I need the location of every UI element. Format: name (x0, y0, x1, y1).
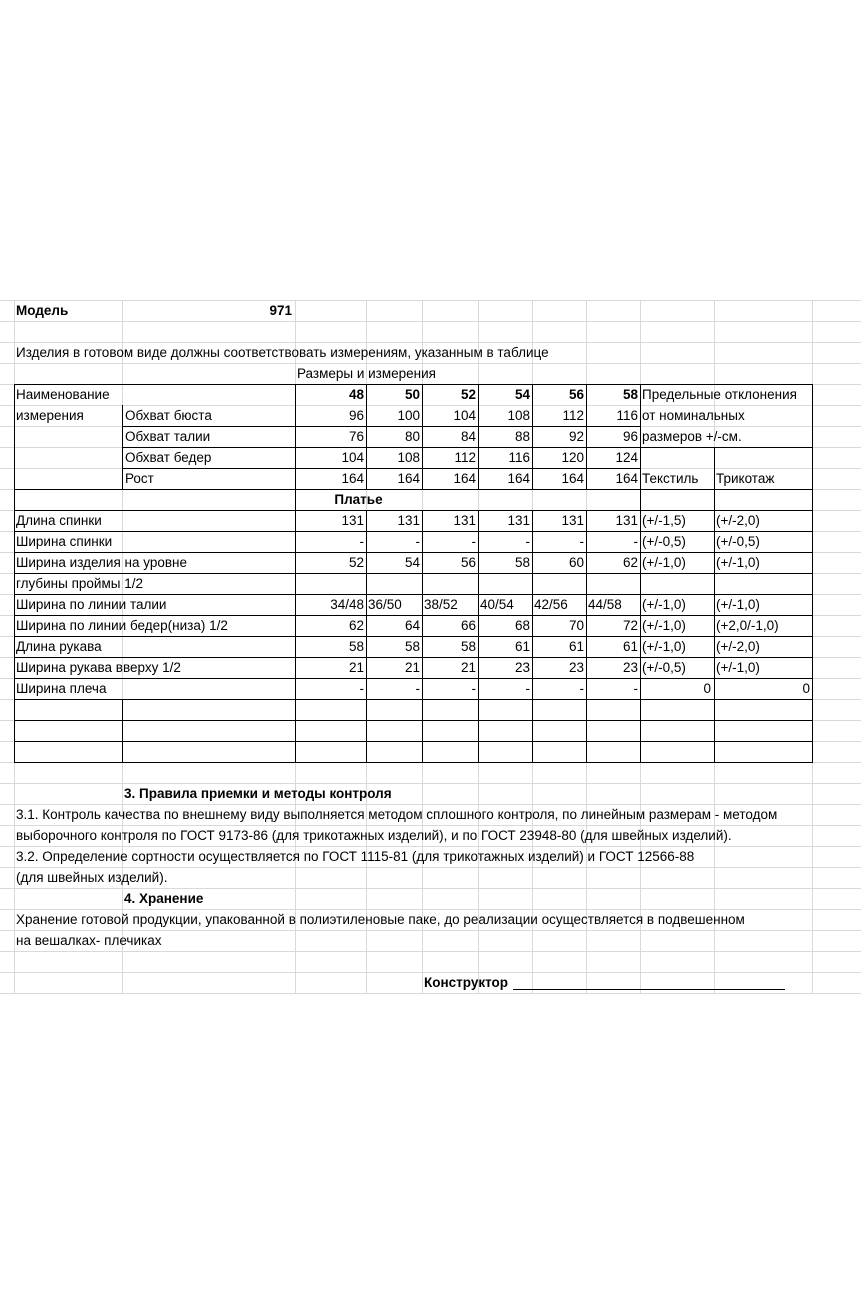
product-measure-value: 21 (404, 660, 420, 675)
product-measure-name: Ширина изделия на уровне (16, 555, 187, 570)
product-measure-value: 58 (460, 639, 476, 654)
body-measure-value: 112 (454, 450, 476, 465)
gridline-horizontal (0, 951, 861, 952)
product-measure-value: 23 (514, 660, 530, 675)
table-border-right (812, 384, 813, 762)
body-measure-value: 164 (507, 471, 530, 486)
body-measure-value: 104 (341, 450, 364, 465)
size-header: 48 (348, 387, 364, 402)
table-border-left (14, 384, 15, 762)
product-measure-value: - (359, 681, 364, 696)
product-measure-value: 61 (514, 639, 530, 654)
product-measure-value: 58 (348, 639, 364, 654)
product-measure-name: Ширина по линии талии (16, 597, 167, 612)
table-group-header: Размеры и измерения (297, 366, 436, 381)
section-4-line: на вешалках- плечиках (16, 933, 162, 948)
product-title: Платье (334, 492, 383, 507)
tolerance-textile: (+/-1,0) (642, 618, 686, 633)
body-measure-name: Обхват талии (125, 429, 211, 444)
body-measure-value: 164 (397, 471, 420, 486)
tolerance-knit: (+2,0/-1,0) (716, 618, 779, 633)
size-header: 50 (404, 387, 420, 402)
body-measure-name: Рост (125, 471, 154, 486)
product-measure-value: - (359, 534, 364, 549)
tolerance-col-knit: Трикотаж (716, 471, 775, 486)
product-measure-value: 131 (561, 513, 584, 528)
section-3-line: 3.1. Контроль качества по внешнему виду выполняется методом сплошного контроля, по линейным размерам - методом (16, 807, 778, 822)
product-measure-name: Длина рукава (16, 639, 102, 654)
product-measure-name: глубины проймы 1/2 (16, 576, 143, 591)
body-measure-value: 88 (514, 429, 530, 444)
table-border-row (14, 762, 813, 763)
tolerance-header: от номинальных (642, 408, 745, 423)
tolerance-header: Предельные отклонения (642, 387, 797, 402)
body-measure-value: 112 (562, 408, 584, 423)
product-measure-value: 66 (460, 618, 476, 633)
product-measure-value: 42/56 (534, 597, 568, 612)
body-measure-value: 96 (348, 408, 364, 423)
body-measure-value: 108 (507, 408, 530, 423)
model-number: 971 (269, 303, 292, 318)
body-measure-value: 124 (615, 450, 638, 465)
product-measure-value: - (633, 534, 638, 549)
table-border-col (714, 447, 715, 762)
product-measure-value: - (579, 534, 584, 549)
product-measure-value: 58 (404, 639, 420, 654)
product-measure-value: 38/52 (424, 597, 458, 612)
product-measure-value: - (525, 681, 530, 696)
product-measure-value: 131 (341, 513, 364, 528)
tolerance-knit: (+/-2,0) (716, 513, 760, 528)
product-measure-value: 44/58 (588, 597, 622, 612)
body-measure-value: 92 (568, 429, 584, 444)
tolerance-textile: (+/-1,0) (642, 597, 686, 612)
gridline-horizontal (0, 321, 861, 322)
body-measure-value: 116 (616, 408, 638, 423)
tolerance-knit: (+/-2,0) (716, 639, 760, 654)
tolerance-textile: (+/-1,5) (642, 513, 686, 528)
product-measure-name: Длина спинки (16, 513, 102, 528)
product-measure-value: 36/50 (368, 597, 402, 612)
product-measure-value: 23 (622, 660, 638, 675)
product-measure-value: 21 (348, 660, 364, 675)
model-label: Модель (16, 303, 69, 318)
intro-text: Изделия в готовом виде должны соответствовать измерениям, указанным в таблице (16, 345, 549, 360)
product-measure-name: Ширина по линии бедер(низа) 1/2 (16, 618, 228, 633)
product-measure-value: - (471, 681, 476, 696)
section-3-title: 3. Правила приемки и методы контроля (124, 786, 392, 801)
section-3-line: (для швейных изделий). (16, 870, 168, 885)
product-measure-value: 58 (514, 555, 530, 570)
product-measure-value: - (525, 534, 530, 549)
body-measure-value: 84 (460, 429, 476, 444)
tolerance-knit: (+/-1,0) (716, 660, 760, 675)
product-measure-value: 62 (348, 618, 364, 633)
body-measure-value: 164 (561, 471, 584, 486)
section-4-title: 4. Хранение (124, 891, 204, 906)
table-border-col (640, 489, 641, 510)
name-header: Наименование (16, 387, 110, 402)
body-measure-value: 120 (561, 450, 584, 465)
section-3-line: выборочного контроля по ГОСТ 9173-86 (для трикотажных изделий), и по ГОСТ 23948-80 (для швейных изделий). (16, 828, 732, 843)
tolerance-textile: 0 (703, 681, 711, 696)
table-border-row (640, 447, 813, 448)
body-measure-value: 164 (453, 471, 476, 486)
product-measure-value: 68 (514, 618, 530, 633)
product-measure-value: 64 (404, 618, 420, 633)
product-measure-value: 52 (348, 555, 364, 570)
product-measure-value: 61 (622, 639, 638, 654)
size-header: 58 (622, 387, 638, 402)
tolerance-textile: (+/-0,5) (642, 534, 686, 549)
tolerance-textile: (+/-1,0) (642, 639, 686, 654)
gridline-vertical (122, 300, 123, 993)
body-measure-value: 116 (508, 450, 530, 465)
table-border-col (640, 384, 641, 762)
product-measure-value: 131 (397, 513, 420, 528)
tolerance-knit: (+/-0,5) (716, 534, 760, 549)
table-border-col (122, 405, 123, 489)
tolerance-col-textile: Текстиль (642, 471, 699, 486)
product-measure-value: - (415, 681, 420, 696)
signature-underline (513, 989, 785, 990)
table-border-row (14, 720, 813, 721)
product-measure-value: 72 (622, 618, 638, 633)
product-measure-value: - (633, 681, 638, 696)
body-measure-value: 108 (397, 450, 420, 465)
body-measure-value: 80 (404, 429, 420, 444)
body-measure-value: 96 (622, 429, 638, 444)
product-measure-value: 23 (568, 660, 584, 675)
tolerance-textile: (+/-1,0) (642, 555, 686, 570)
tolerance-knit: 0 (802, 681, 810, 696)
product-measure-value: 60 (568, 555, 584, 570)
body-measure-value: 76 (348, 429, 364, 444)
product-measure-value: - (579, 681, 584, 696)
signature-label: Конструктор (424, 975, 509, 990)
product-measure-value: 34/48 (330, 597, 364, 612)
product-measure-value: - (415, 534, 420, 549)
product-measure-value: 70 (568, 618, 584, 633)
product-measure-value: 61 (568, 639, 584, 654)
product-measure-name: Ширина рукава вверху 1/2 (16, 660, 181, 675)
tolerance-knit: (+/-1,0) (716, 597, 760, 612)
tolerance-knit: (+/-1,0) (716, 555, 760, 570)
product-measure-value: 131 (507, 513, 530, 528)
body-measure-name: Обхват бюста (125, 408, 212, 423)
size-header: 54 (514, 387, 530, 402)
table-border-row (14, 741, 813, 742)
tolerance-textile: (+/-0,5) (642, 660, 686, 675)
body-measure-value: 164 (615, 471, 638, 486)
product-measure-value: - (471, 534, 476, 549)
body-measure-value: 164 (341, 471, 364, 486)
body-measure-value: 104 (453, 408, 476, 423)
product-measure-value: 131 (615, 513, 638, 528)
product-measure-value: 40/54 (480, 597, 514, 612)
body-measure-value: 100 (397, 408, 420, 423)
product-measure-value: 54 (404, 555, 420, 570)
product-measure-value: 62 (622, 555, 638, 570)
body-measure-name: Обхват бедер (125, 450, 212, 465)
table-border-col (122, 699, 123, 762)
section-4-line: Хранение готовой продукции, упакованной в полиэтиленовые паке, до реализации осуществляется в подвешенном (16, 912, 745, 927)
tolerance-header: размеров +/-см. (642, 429, 742, 444)
product-measure-name: Ширина спинки (16, 534, 113, 549)
table-border-row (14, 699, 813, 700)
product-measure-value: 131 (453, 513, 476, 528)
size-header: 56 (568, 387, 584, 402)
product-measure-name: Ширина плеча (16, 681, 107, 696)
name-header-2: измерения (16, 408, 84, 423)
product-measure-value: 56 (460, 555, 476, 570)
gridline-horizontal (0, 993, 861, 994)
size-header: 52 (460, 387, 476, 402)
section-3-line: 3.2. Определение сортности осуществляется по ГОСТ 1115-81 (для трикотажных изделий) и ГОСТ 12566-88 (16, 849, 695, 864)
product-measure-value: 21 (460, 660, 476, 675)
